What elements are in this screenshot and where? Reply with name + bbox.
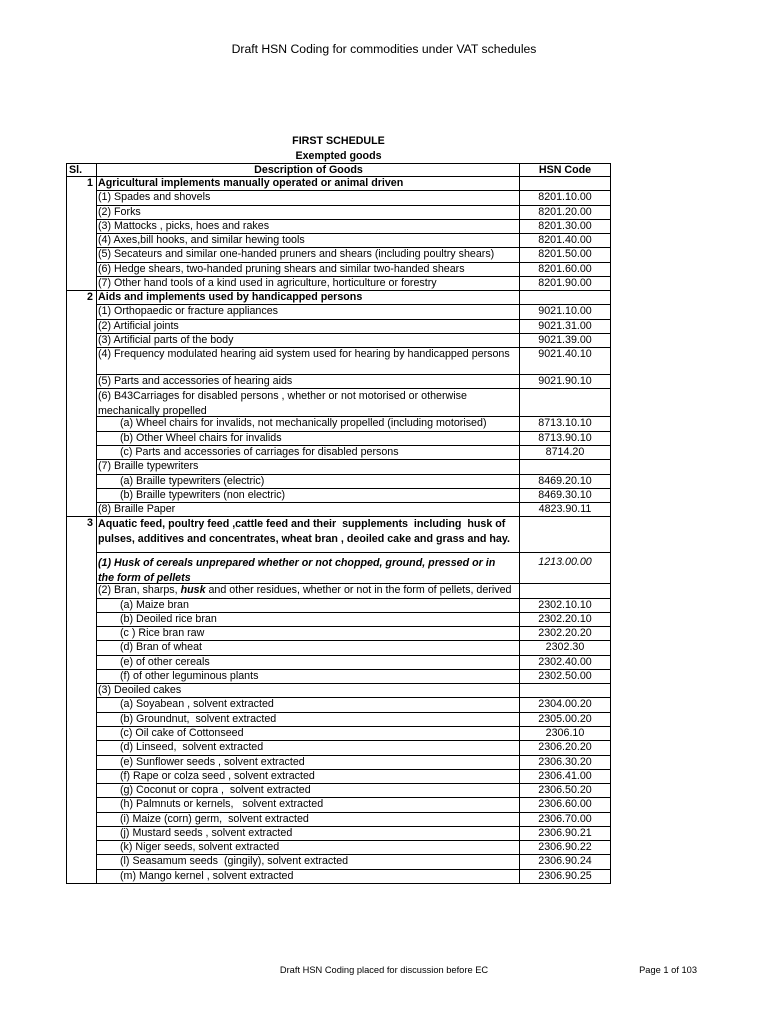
sl-number-cell [66, 627, 97, 641]
table-row [66, 489, 611, 503]
description-text: (3) Deoiled cakes [98, 684, 182, 697]
description-text: (7) Other hand tools of a kind used in agriculture, horticulture or forestry [98, 276, 437, 289]
sl-number-cell [66, 684, 97, 698]
table-row [66, 305, 611, 319]
description-text: (f) Rape or colza seed , solvent extracted [120, 769, 315, 782]
description-cell [97, 870, 519, 884]
section-row [66, 291, 611, 305]
description-cell [97, 517, 519, 553]
sl-number-cell [66, 206, 97, 220]
description-text: Agricultural implements manually operated or animal driven [98, 177, 404, 189]
description-line: the form of pellets [98, 571, 191, 584]
sl-number-cell [66, 855, 97, 869]
description-text: (b) Deoiled rice bran [120, 612, 217, 625]
hsn-code-cell [519, 177, 611, 191]
hsn-code-cell: 2302.40.00 [519, 656, 611, 670]
table-header-row [66, 163, 611, 177]
table-row [66, 475, 611, 489]
hsn-code-cell: 2302.20.10 [519, 613, 611, 627]
description-text: (c) Parts and accessories of carriages for disabled persons [120, 445, 399, 458]
footer-note: Draft HSN Coding placed for discussion before EC [279, 965, 489, 975]
table-body [66, 177, 611, 884]
sl-number-cell [66, 741, 97, 755]
table-row [66, 670, 611, 684]
section-row [66, 517, 611, 553]
sl-number-cell: 3 [66, 517, 97, 553]
description-cell [97, 855, 519, 869]
sl-number-cell [66, 489, 97, 503]
sl-number-cell [66, 220, 97, 234]
table-row [66, 684, 611, 698]
table-row [66, 599, 611, 613]
description-text: (a) Soyabean , solvent extracted [120, 698, 274, 711]
hsn-code-cell: 2306.50.20 [519, 784, 611, 798]
table-row [66, 375, 611, 389]
description-text: (b) Braille typewriters (non electric) [120, 488, 286, 501]
hsn-code-cell [519, 584, 611, 598]
description-cell [97, 784, 519, 798]
description-text: (4) Frequency modulated hearing aid system used for hearing by handicapped persons [98, 348, 510, 361]
description-text: (5) Parts and accessories of hearing aids [98, 375, 293, 388]
hsn-code-cell: 8201.20.00 [519, 206, 611, 220]
sl-number-cell [66, 813, 97, 827]
sl-number-cell [66, 599, 97, 613]
description-cell [97, 389, 519, 417]
description-cell [97, 489, 519, 503]
table-row [66, 220, 611, 234]
sl-number-cell [66, 234, 97, 248]
hsn-code-cell: 2306.10 [519, 727, 611, 741]
description-text: (e) Sunflower seeds , solvent extracted [120, 755, 305, 768]
table-row [66, 263, 611, 277]
description-text: and other residues, whether or not in the form of pellets, derived [205, 584, 512, 597]
hsn-code-cell: 2306.90.25 [519, 870, 611, 884]
table-row [66, 446, 611, 460]
hsn-code-cell: 8201.10.00 [519, 191, 611, 205]
description-text: (5) Secateurs and similar one-handed pruners and shears (including poultry shears) [98, 248, 495, 261]
description-cell [97, 305, 519, 319]
sl-number-cell [66, 770, 97, 784]
schedule-subtitle: Exempted goods [295, 150, 382, 162]
sl-number-cell [66, 417, 97, 431]
hsn-code-cell: 2302.20.20 [519, 627, 611, 641]
hsn-code-cell: 9021.31.00 [519, 320, 611, 334]
hsn-code-cell: 8714.20 [519, 446, 611, 460]
description-cell [97, 756, 519, 770]
description-cell [97, 191, 519, 205]
table-row [66, 432, 611, 446]
description-text: (m) Mango kernel , solvent extracted [120, 869, 294, 882]
sl-number-cell [66, 248, 97, 262]
description-cell [97, 348, 519, 375]
sl-number-cell [66, 460, 97, 474]
description-text: (2) Forks [98, 205, 141, 218]
hsn-code-cell: 2306.30.20 [519, 756, 611, 770]
page-number: Page 1 of 103 [639, 965, 697, 975]
description-cell [97, 599, 519, 613]
description-text: (g) Coconut or copra , solvent extracted [120, 784, 311, 797]
hsn-code-cell [519, 684, 611, 698]
description-text: (l) Seasamum seeds (gingily), solvent extracted [120, 855, 349, 868]
table-row [66, 334, 611, 348]
table-row [66, 727, 611, 741]
description-cell [97, 206, 519, 220]
table-row [66, 741, 611, 755]
description-cell [97, 713, 519, 727]
table-row [66, 784, 611, 798]
hsn-code-cell: 8469.30.10 [519, 489, 611, 503]
description-cell [97, 432, 519, 446]
sl-number-cell [66, 446, 97, 460]
description-cell [97, 798, 519, 812]
hsn-code-cell [519, 460, 611, 474]
hsn-code-cell: 8713.10.10 [519, 417, 611, 431]
sl-number-cell [66, 305, 97, 319]
hsn-code-cell: 8201.90.00 [519, 277, 611, 291]
hsn-code-cell: 2304.00.20 [519, 698, 611, 712]
description-text: (b) Other Wheel chairs for invalids [120, 431, 282, 444]
description-text: (8) Braille Paper [98, 503, 176, 516]
description-text: (1) Spades and shovels [98, 191, 211, 204]
table-row [66, 460, 611, 474]
table-row [66, 641, 611, 655]
description-cell [97, 684, 519, 698]
sl-number-cell: 2 [66, 291, 97, 305]
hsn-code-cell: 2306.70.00 [519, 813, 611, 827]
table-row [66, 191, 611, 205]
description-cell [97, 841, 519, 855]
table-row [66, 813, 611, 827]
hsn-code-cell: 9021.39.00 [519, 334, 611, 348]
sl-number-cell [66, 277, 97, 291]
description-cell [97, 698, 519, 712]
hsn-code-cell: 8201.40.00 [519, 234, 611, 248]
description-text: (c) Oil cake of Cottonseed [120, 726, 244, 739]
sl-number-cell [66, 798, 97, 812]
description-text: (3) Artificial parts of the body [98, 333, 234, 346]
hsn-code-cell: 2306.41.00 [519, 770, 611, 784]
emphasized-text: husk [180, 584, 206, 597]
sl-number-cell [66, 553, 97, 584]
description-text: (6) Hedge shears, two-handed pruning shears and similar two-handed shears [98, 262, 465, 275]
table-row [66, 389, 611, 417]
hsn-code-cell [519, 389, 611, 417]
sl-number-cell [66, 827, 97, 841]
description-cell [97, 446, 519, 460]
table-row [66, 613, 611, 627]
table-row [66, 841, 611, 855]
hsn-code-cell: 2302.10.10 [519, 599, 611, 613]
sl-number-cell [66, 503, 97, 517]
sl-number-cell [66, 670, 97, 684]
description-cell [97, 263, 519, 277]
sl-number-cell [66, 784, 97, 798]
sl-number-cell [66, 375, 97, 389]
table-row [66, 870, 611, 884]
table-row [66, 553, 611, 584]
description-cell [97, 248, 519, 262]
sl-number-cell: 1 [66, 177, 97, 191]
hsn-code-cell: 2302.50.00 [519, 670, 611, 684]
sl-number-cell [66, 698, 97, 712]
table-row [66, 206, 611, 220]
table-row [66, 248, 611, 262]
description-cell [97, 334, 519, 348]
sl-number-cell [66, 584, 97, 598]
description-text: (h) Palmnuts or kernels, solvent extracted [120, 798, 324, 811]
hsn-code-cell: 8201.30.00 [519, 220, 611, 234]
description-cell [97, 656, 519, 670]
hsn-code-cell: 8713.90.10 [519, 432, 611, 446]
schedule-title: FIRST SCHEDULE [292, 135, 385, 147]
description-cell [97, 503, 519, 517]
table-row [66, 320, 611, 334]
description-cell [97, 641, 519, 655]
hsn-code-cell: 8469.20.10 [519, 475, 611, 489]
sl-number-cell [66, 641, 97, 655]
sl-number-cell [66, 475, 97, 489]
sl-number-cell [66, 348, 97, 375]
description-cell [97, 460, 519, 474]
sl-number-cell [66, 263, 97, 277]
sl-number-cell [66, 613, 97, 627]
hsn-code-column-header: HSN Code [519, 163, 611, 177]
description-line: mechanically propelled [98, 404, 207, 417]
hsn-code-cell: 9021.90.10 [519, 375, 611, 389]
description-text: (d) Linseed, solvent extracted [120, 741, 264, 754]
table-row [66, 855, 611, 869]
table-row [66, 584, 611, 598]
sl-number-cell [66, 389, 97, 417]
hsn-code-cell: 2306.20.20 [519, 741, 611, 755]
hsn-code-cell: 2302.30 [519, 641, 611, 655]
table-row [66, 798, 611, 812]
description-line: (1) Husk of cereals unprepared whether or not chopped, ground, pressed or in [98, 557, 496, 570]
description-line: Aquatic feed, poultry feed ,cattle feed and their supplements including husk of [98, 518, 506, 531]
description-cell [97, 670, 519, 684]
hsn-code-cell [519, 517, 611, 553]
hsn-code-cell: 8201.60.00 [519, 263, 611, 277]
hsn-code-cell: 2306.90.21 [519, 827, 611, 841]
description-text: (b) Groundnut, solvent extracted [120, 712, 277, 725]
hsn-code-cell: 2306.90.24 [519, 855, 611, 869]
description-text: (a) Maize bran [120, 598, 189, 611]
table-row [66, 656, 611, 670]
description-text: (e) of other cereals [120, 655, 210, 668]
sl-number-cell [66, 870, 97, 884]
hsn-code-cell: 1213.00.00 [519, 553, 611, 584]
description-line: (6) B43Carriages for disabled persons , whether or not motorised or otherwise [98, 390, 467, 403]
description-cell [97, 741, 519, 755]
table-row [66, 503, 611, 517]
sl-number-cell [66, 841, 97, 855]
description-text: (7) Braille typewriters [98, 460, 199, 473]
hsn-code-cell [519, 291, 611, 305]
description-cell [97, 613, 519, 627]
sl-number-cell [66, 432, 97, 446]
sl-number-cell [66, 727, 97, 741]
table-row [66, 348, 611, 375]
hsn-code-cell: 2305.00.20 [519, 713, 611, 727]
hsn-code-cell: 2306.90.22 [519, 841, 611, 855]
hsn-code-cell: 4823.90.11 [519, 503, 611, 517]
description-text: (j) Mustard seeds , solvent extracted [120, 826, 293, 839]
description-cell [97, 234, 519, 248]
table-row [66, 770, 611, 784]
description-text: (c ) Rice bran raw [120, 627, 205, 640]
description-text: (f) of other leguminous plants [120, 669, 259, 682]
sl-number-cell [66, 713, 97, 727]
description-cell [97, 277, 519, 291]
table-row [66, 627, 611, 641]
table-row [66, 827, 611, 841]
table-row [66, 698, 611, 712]
hsn-code-cell: 9021.40.10 [519, 348, 611, 375]
description-text: (a) Wheel chairs for invalids, not mechanically propelled (including motorised) [120, 417, 487, 430]
description-text: Aids and implements used by handicapped persons [98, 291, 363, 304]
table-row [66, 756, 611, 770]
table-row [66, 277, 611, 291]
description-cell [97, 475, 519, 489]
description-cell [97, 813, 519, 827]
hsn-code-cell: 8201.50.00 [519, 248, 611, 262]
description-cell [97, 727, 519, 741]
description-text: (d) Bran of wheat [120, 641, 202, 654]
hsn-table [66, 163, 611, 884]
description-cell [97, 553, 519, 584]
description-cell [97, 770, 519, 784]
description-cell [97, 375, 519, 389]
description-text: (i) Maize (corn) germ, solvent extracted [120, 812, 309, 825]
description-text: (k) Niger seeds, solvent extracted [120, 841, 280, 854]
hsn-code-cell: 9021.10.00 [519, 305, 611, 319]
description-text: (1) Orthopaedic or fracture appliances [98, 305, 278, 318]
description-column-header: Description of Goods [97, 163, 519, 177]
sl-column-header: Sl. [66, 163, 97, 177]
sl-number-cell [66, 756, 97, 770]
sl-number-cell [66, 320, 97, 334]
sl-number-cell [66, 334, 97, 348]
sl-number-cell [66, 656, 97, 670]
description-text: (3) Mattocks , picks, hoes and rakes [98, 219, 270, 232]
description-cell [97, 417, 519, 431]
description-line: pulses, additives and concentrates, wheat bran , deoiled cake and grass and hay. [98, 532, 511, 545]
table-row [66, 234, 611, 248]
table-row [66, 417, 611, 431]
description-cell [97, 627, 519, 641]
description-cell [97, 220, 519, 234]
description-cell [97, 827, 519, 841]
sl-number-cell [66, 191, 97, 205]
description-cell [97, 584, 519, 598]
hsn-code-cell: 2306.60.00 [519, 798, 611, 812]
document-header-title: Draft HSN Coding for commodities under VAT schedules [231, 42, 537, 56]
description-text: (2) Bran, sharps, [98, 584, 181, 597]
description-text: (a) Braille typewriters (electric) [120, 474, 265, 487]
section-row [66, 177, 611, 191]
description-cell [97, 320, 519, 334]
description-cell [97, 291, 519, 305]
description-cell [97, 177, 519, 191]
table-row [66, 713, 611, 727]
description-text: (2) Artificial joints [98, 319, 179, 332]
description-text: (4) Axes,bill hooks, and similar hewing tools [98, 234, 305, 247]
